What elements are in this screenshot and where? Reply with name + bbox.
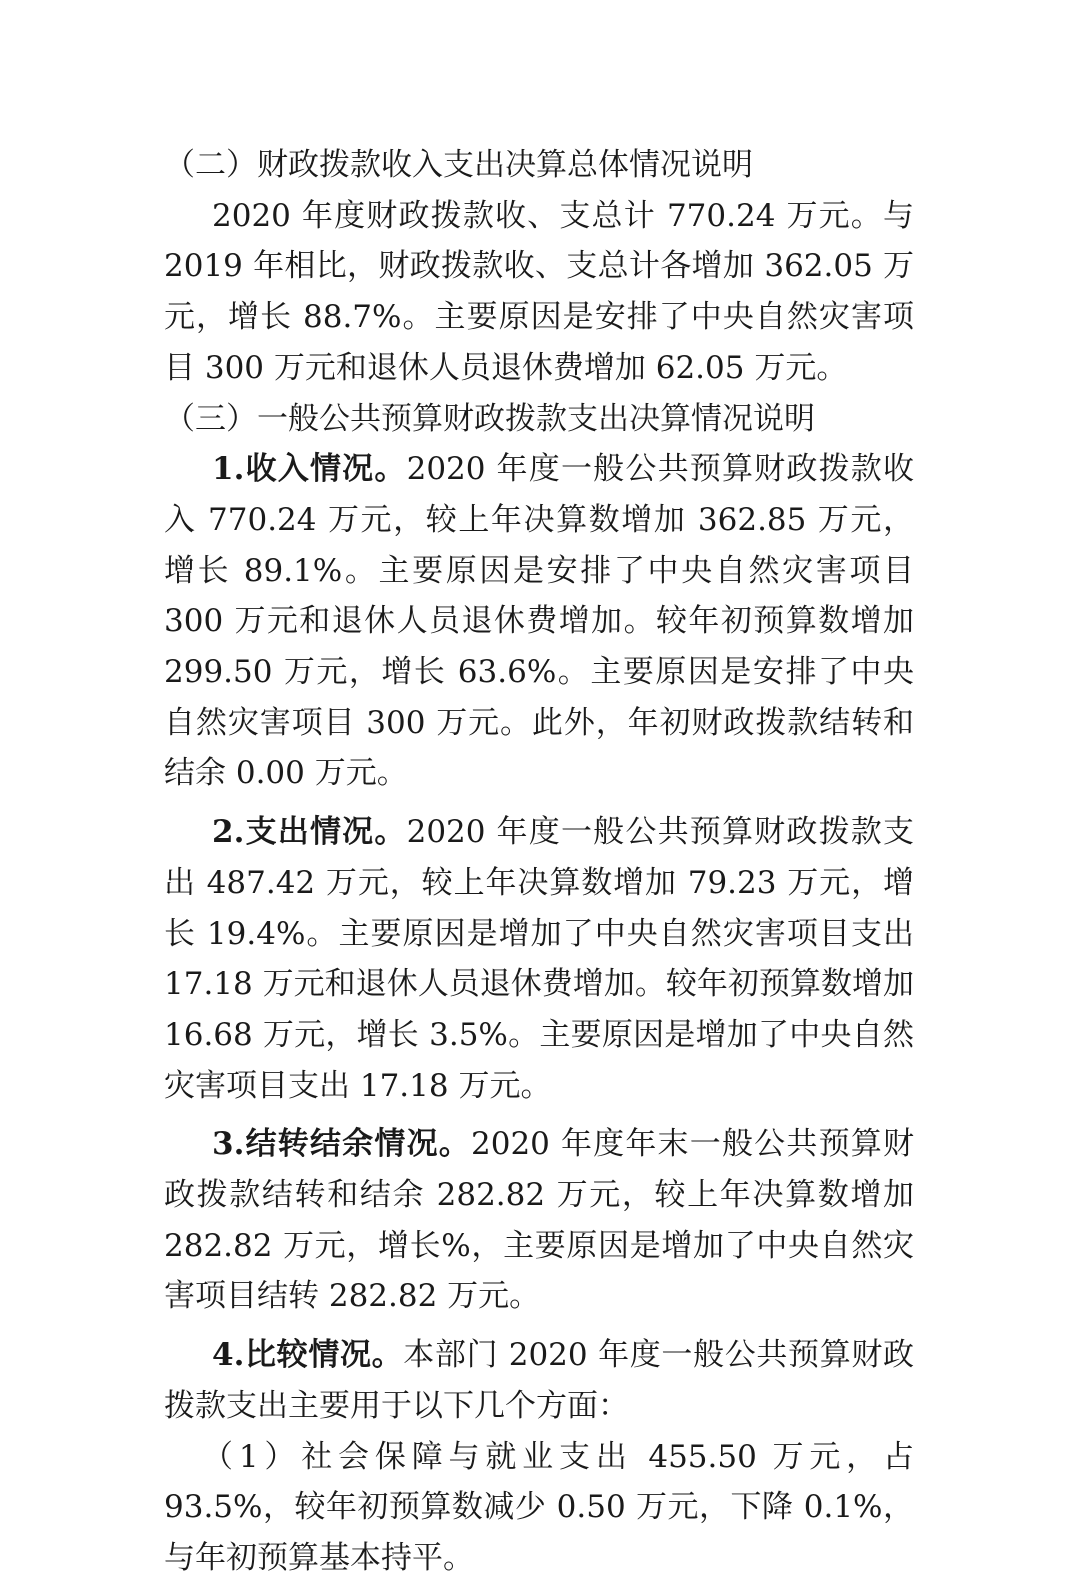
section-2-heading: （二）财政拨款收入支出决算总体情况说明	[164, 147, 753, 183]
comparison-text: 本部门 2020 年度一般公共预算财政拨款支出主要用于以下几个方面：	[164, 1337, 914, 1424]
section-2-paragraph: 2020 年度财政拨款收、支总计 770.24 万元。与 2019 年相比，财政拨款收、支总计各增加 362.05 万元，增长 88.7%。主要原因是安排了中央自然灾害项目 300 万元和退休人员退休费增加 62.05 万元。	[164, 197, 914, 386]
comparison-paragraph	[164, 1330, 914, 1431]
expenditure-paragraph	[164, 807, 914, 1111]
income-paragraph	[164, 444, 914, 799]
document-page	[164, 140, 914, 1584]
section-3-heading: （三）一般公共预算财政拨款支出决算情况说明	[164, 400, 815, 437]
carryover-title: 3.结转结余情况。	[212, 1126, 471, 1163]
income-title: 1.收入情况。	[212, 451, 407, 488]
expenditure-text: 2020 年度一般公共预算财政拨款支出 487.42 万元，较上年决算数增加 79.23 万元，增长 19.4%。主要原因是增加了中央自然灾害项目支出 17.18 万元和退休人员退休费增加。较年初预算数增加 16.68 万元，增长 3.5%。主要原因是增加了中央自然灾害项目支出 17.18 万元。	[164, 814, 914, 1104]
comparison-title: 4.比较情况。	[212, 1337, 404, 1374]
carryover-text: 2020 年度年末一般公共预算财政拨款结转和结余 282.82 万元，较上年决算数增加 282.82 万元，增长%，主要原因是增加了中央自然灾害项目结转 282.82 万元。	[164, 1126, 914, 1315]
social-security-paragraph: （1）社会保障与就业支出 455.50 万元，占 93.5%，较年初预算数减少 0.50 万元，下降 0.1%，与年初预算基本持平。	[164, 1438, 914, 1576]
income-text: 2020 年度一般公共预算财政拨款收入 770.24 万元，较上年决算数增加 362.85 万元，增长 89.1%。主要原因是安排了中央自然灾害项目 300 万元和退休人员退休费增加。较年初预算数增加 299.50 万元，增长 63.6%。主要原因是安排了中央自然灾害项目 300 万元。此外，年初财政拨款结转和结余 0.00 万元。	[164, 451, 914, 792]
carryover-paragraph	[164, 1119, 914, 1322]
expenditure-title: 2.支出情况。	[212, 814, 407, 851]
